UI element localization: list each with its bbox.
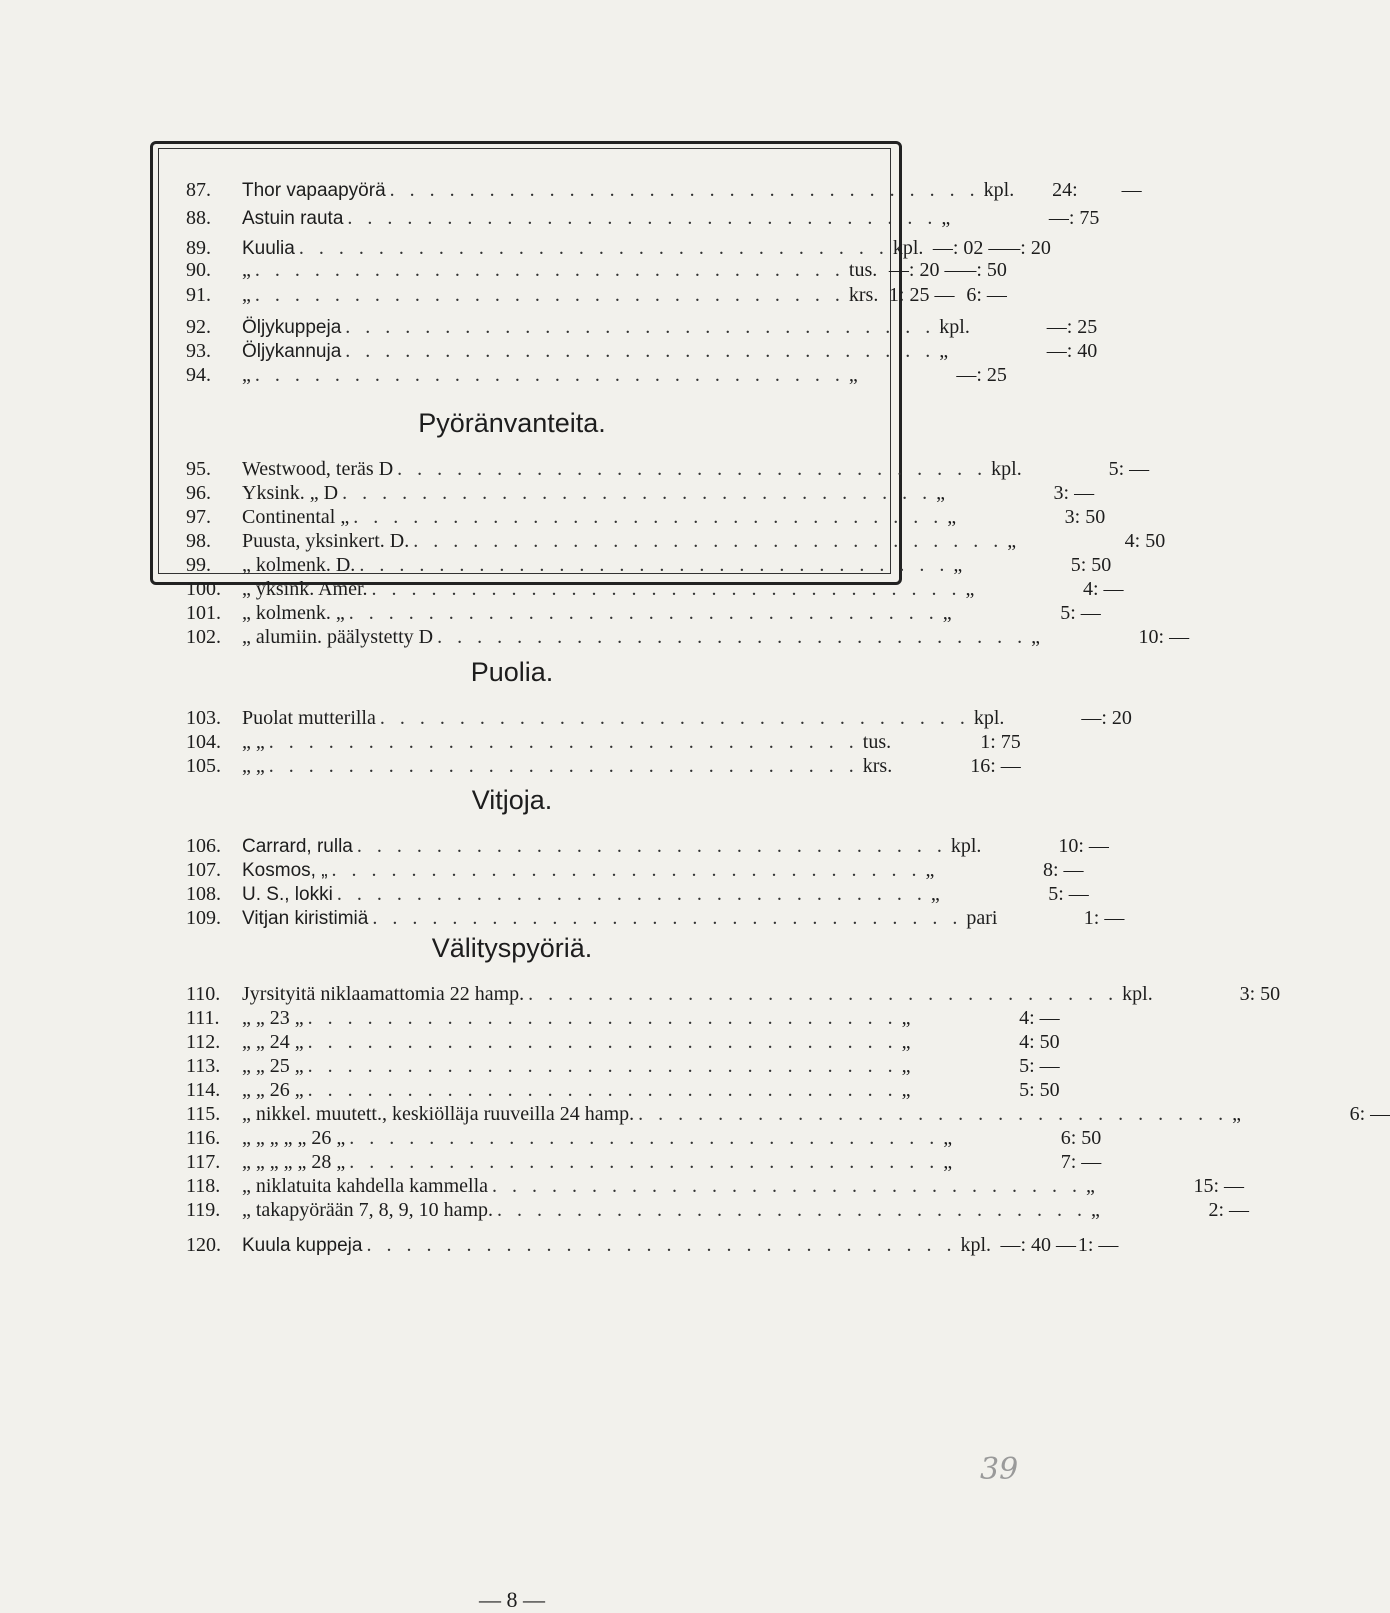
item-number: 92. <box>186 316 211 338</box>
price-column-2: 5: — <box>1019 1055 1060 1077</box>
price-column-2: —: 25 <box>1046 316 1098 338</box>
price-column-1: 1: 25 — <box>888 284 955 306</box>
item-unit: „ <box>848 364 858 386</box>
item-description: „ kolmenk. „ <box>242 602 345 624</box>
item-number: 112. <box>186 1031 221 1053</box>
item-number: 120. <box>186 1234 221 1256</box>
item-unit: „ <box>965 578 975 600</box>
list-item <box>186 882 1089 906</box>
item-unit: „ <box>901 1055 911 1077</box>
dot-leader: . . . . . . . . . . . . . . . . . . . . . . . . . . . . . . <box>345 340 936 362</box>
item-number: 111. <box>186 1007 220 1029</box>
list-item <box>186 1150 1102 1174</box>
price-column-2: 6: — <box>1349 1103 1390 1125</box>
dot-leader: . . . . . . . . . . . . . . . . . . . . . . . . . . . . . . <box>254 284 845 306</box>
price-column-1: —: 02 — <box>932 237 1009 259</box>
item-number: 87. <box>186 179 211 201</box>
item-unit: „ <box>1232 1103 1242 1125</box>
dot-leader: . . . . . . . . . . . . . . . . . . . . . . . . . . . . . . <box>389 179 980 201</box>
item-description: „ <box>242 259 251 281</box>
item-unit: „ <box>942 602 952 624</box>
item-description: „ niklatuita kahdella kammella <box>242 1175 489 1197</box>
price-column-2: —: 20 <box>1081 707 1132 729</box>
price-column-1: —: 20 — <box>888 259 965 281</box>
item-number: 90. <box>186 259 211 281</box>
price-column-2: 3: 50 <box>1064 506 1106 528</box>
dot-leader: . . . . . . . . . . . . . . . . . . . . . . . . . . . . . . <box>379 707 970 729</box>
item-description: „ <box>242 284 251 306</box>
item-description: Öljykuppeja <box>242 317 342 338</box>
item-number: 91. <box>186 284 211 306</box>
item-number: 110. <box>186 983 221 1005</box>
price-column-2: 15: — <box>1193 1175 1245 1197</box>
item-unit: „ <box>901 1031 911 1053</box>
item-number: 117. <box>186 1151 221 1173</box>
dot-leader: . . . . . . . . . . . . . . . . . . . . . . . . . . . . . . <box>356 835 947 857</box>
item-unit: kpl. <box>973 707 1005 729</box>
item-description: Thor vapaapyörä <box>242 180 386 201</box>
price-column-2: 4: 50 <box>1019 1031 1060 1053</box>
price-column-2: 3: — <box>1053 482 1095 504</box>
item-number: 88. <box>186 207 211 229</box>
item-description: Vitjan kiristimiä <box>242 908 369 929</box>
price-column-2: 5: — <box>1108 458 1150 480</box>
pencil-mark: 39 <box>980 1452 1019 1487</box>
item-description: U. S., lokki <box>242 884 333 905</box>
list-item <box>186 625 1190 649</box>
list-item <box>186 236 1051 260</box>
dot-leader: . . . . . . . . . . . . . . . . . . . . . . . . . . . . . . <box>497 1199 1088 1221</box>
dot-leader: . . . . . . . . . . . . . . . . . . . . . . . . . . . . . . <box>336 883 927 905</box>
item-number: 98. <box>186 530 211 552</box>
item-description: Westwood, teräs D <box>242 458 394 480</box>
item-description: „ „ <box>242 755 265 777</box>
dot-leader: . . . . . . . . . . . . . . . . . . . . . . . . . . . . . . <box>366 1234 957 1256</box>
list-item <box>186 481 1095 505</box>
list-item <box>186 529 1166 553</box>
list-item <box>186 577 1124 601</box>
item-number: 116. <box>186 1127 221 1149</box>
item-number: 115. <box>186 1103 221 1125</box>
item-number: 118. <box>186 1175 221 1197</box>
price-column-2: 1: — <box>1077 1234 1119 1256</box>
dot-leader: . . . . . . . . . . . . . . . . . . . . . . . . . . . . . . <box>307 1055 898 1077</box>
item-unit: „ <box>936 482 945 504</box>
dot-leader: . . . . . . . . . . . . . . . . . . . . . . . . . . . . . . <box>349 1151 940 1173</box>
list-item <box>186 706 1132 730</box>
item-unit: tus. <box>862 731 892 753</box>
dot-leader: . . . . . . . . . . . . . . . . . . . . . . . . . . . . . . <box>254 259 845 281</box>
dot-leader: . . . . . . . . . . . . . . . . . . . . . . . . . . . . . . <box>353 506 944 528</box>
item-unit: „ <box>901 1079 911 1101</box>
item-description: „ „ 25 „ <box>242 1055 304 1077</box>
item-description: Kuulia <box>242 238 295 259</box>
item-description: Astuin rauta <box>242 208 344 229</box>
list-item <box>186 363 1007 387</box>
list-item <box>186 1102 1390 1126</box>
list-item <box>186 1078 1060 1102</box>
dot-leader: . . . . . . . . . . . . . . . . . . . . . . . . . . . . . . <box>413 530 1004 552</box>
list-item <box>186 315 1098 339</box>
item-unit: „ <box>925 859 935 881</box>
section-heading: Välityspyöriä. <box>431 933 593 963</box>
price-column-2: 1: — <box>1083 907 1125 929</box>
dot-leader: . . . . . . . . . . . . . . . . . . . . . . . . . . . . . . <box>345 316 936 338</box>
list-item <box>186 339 1098 363</box>
list-item <box>186 982 1281 1006</box>
list-item <box>186 1054 1060 1078</box>
item-unit: „ <box>943 1151 953 1173</box>
price-column-2: 8: — <box>1042 859 1084 881</box>
price-column-2: —: 75 <box>1048 207 1100 229</box>
list-item <box>186 1198 1250 1222</box>
dot-leader: . . . . . . . . . . . . . . . . . . . . . . . . . . . . . . <box>268 731 859 753</box>
price-column-2: 4: — <box>1082 578 1124 600</box>
list-item <box>186 730 1021 754</box>
list-item <box>186 178 1142 202</box>
price-column-2: 5: — <box>1048 883 1089 905</box>
dot-leader: . . . . . . . . . . . . . . . . . . . . . . . . . . . . . . <box>638 1103 1229 1125</box>
item-number: 104. <box>186 731 221 753</box>
price-column-2: —: 50 <box>956 259 1007 281</box>
item-number: 100. <box>186 578 221 600</box>
dot-leader: . . . . . . . . . . . . . . . . . . . . . . . . . . . . . . <box>331 859 922 881</box>
dot-leader: . . . . . . . . . . . . . . . . . . . . . . . . . . . . . . <box>307 1007 898 1029</box>
dot-leader: . . . . . . . . . . . . . . . . . . . . . . . . . . . . . . <box>348 602 939 624</box>
price-column-1: —: 40 — <box>1000 1234 1076 1256</box>
item-unit: „ <box>939 340 949 362</box>
dot-leader: . . . . . . . . . . . . . . . . . . . . . . . . . . . . . . <box>359 554 950 576</box>
item-unit: „ <box>1091 1199 1100 1221</box>
dot-leader: . . . . . . . . . . . . . . . . . . . . . . . . . . . . . . <box>298 237 889 259</box>
item-unit: kpl. <box>939 316 970 338</box>
dot-leader: . . . . . . . . . . . . . . . . . . . . . . . . . . . . . . <box>349 1127 940 1149</box>
item-number: 93. <box>186 340 211 362</box>
item-description: „ „ 24 „ <box>242 1031 304 1053</box>
item-description: Kosmos, „ <box>242 860 328 881</box>
item-number: 94. <box>186 364 211 386</box>
price-column-2: 5: 50 <box>1070 554 1112 576</box>
item-number: 108. <box>186 883 221 905</box>
item-unit: pari <box>966 907 998 929</box>
list-item <box>186 1174 1245 1198</box>
list-item <box>186 1233 1119 1257</box>
item-number: 113. <box>186 1055 221 1077</box>
dot-leader: . . . . . . . . . . . . . . . . . . . . . . . . . . . . . . <box>397 458 988 480</box>
list-item <box>186 601 1101 625</box>
dot-leader: . . . . . . . . . . . . . . . . . . . . . . . . . . . . . . <box>254 364 845 386</box>
item-number: 96. <box>186 482 211 504</box>
item-unit: „ <box>1007 530 1017 552</box>
price-column-2: 16: — <box>970 755 1021 777</box>
item-number: 102. <box>186 626 221 648</box>
price-column-2: 6: — <box>966 284 1007 306</box>
item-number: 97. <box>186 506 211 528</box>
item-description: Puolat mutterilla <box>242 707 376 729</box>
list-item <box>186 858 1084 882</box>
price-column-2: 5: — <box>1060 602 1101 624</box>
price-column-2: 5: 50 <box>1019 1079 1060 1101</box>
item-number: 89. <box>186 237 211 259</box>
item-number: 107. <box>186 859 221 881</box>
item-unit: kpl. <box>1122 983 1153 1005</box>
item-description: „ yksink. Amer. <box>242 578 368 600</box>
dot-leader: . . . . . . . . . . . . . . . . . . . . . . . . . . . . . . <box>307 1079 898 1101</box>
dot-leader: . . . . . . . . . . . . . . . . . . . . . . . . . . . . . . <box>342 482 933 504</box>
item-unit: kpl. <box>950 835 982 857</box>
item-unit: „ <box>1086 1175 1095 1197</box>
price-column-2: — <box>1121 179 1142 201</box>
item-description: Carrard, rulla <box>242 836 353 857</box>
item-unit: „ <box>930 883 940 905</box>
item-number: 101. <box>186 602 221 624</box>
list-item <box>186 206 1100 230</box>
dot-leader: . . . . . . . . . . . . . . . . . . . . . . . . . . . . . . <box>347 207 938 229</box>
section-heading: Puolia. <box>470 657 554 687</box>
list-item <box>186 834 1109 858</box>
item-unit: „ <box>901 1007 911 1029</box>
list-item <box>186 505 1106 529</box>
item-number: 95. <box>186 458 211 480</box>
item-number: 106. <box>186 835 221 857</box>
item-unit: kpl. <box>892 237 924 259</box>
price-column-2: 4: — <box>1019 1007 1060 1029</box>
item-unit: „ <box>941 207 951 229</box>
list-item <box>186 906 1125 930</box>
item-unit: krs. <box>848 284 879 306</box>
list-item <box>186 553 1112 577</box>
price-column-2: —: 40 <box>1046 340 1098 362</box>
dot-leader: . . . . . . . . . . . . . . . . . . . . . . . . . . . . . . <box>268 755 859 777</box>
item-description: Yksink. „ D <box>242 482 339 504</box>
item-number: 103. <box>186 707 221 729</box>
item-number: 99. <box>186 554 211 576</box>
item-description: „ „ „ „ „ 26 „ <box>242 1127 346 1149</box>
item-description: Puusta, yksinkert. D. <box>242 530 410 552</box>
list-item <box>186 283 1007 307</box>
item-description: „ takapyörään 7, 8, 9, 10 hamp. <box>242 1199 494 1221</box>
item-description: Continental „ <box>242 506 350 528</box>
list-item <box>186 457 1150 481</box>
dot-leader: . . . . . . . . . . . . . . . . . . . . . . . . . . . . . . <box>372 907 963 929</box>
item-number: 114. <box>186 1079 221 1101</box>
item-unit: krs. <box>862 755 893 777</box>
dot-leader: . . . . . . . . . . . . . . . . . . . . . . . . . . . . . . <box>492 1175 1083 1197</box>
item-number: 119. <box>186 1199 221 1221</box>
item-unit: kpl. <box>991 458 1022 480</box>
price-column-2: —: 25 <box>956 364 1007 386</box>
item-description: „ alumiin. päälystetty D <box>242 626 434 648</box>
item-description: „ kolmenk. D. <box>242 554 356 576</box>
item-description: „ nikkel. muutett., keskiölläja ruuveilla 24 hamp. <box>242 1103 635 1125</box>
item-description: „ <box>242 364 251 386</box>
item-description: „ „ 23 „ <box>242 1007 304 1029</box>
item-number: 109. <box>186 907 221 929</box>
item-unit: „ <box>943 1127 953 1149</box>
price-column-2: 3: 50 <box>1239 983 1281 1005</box>
list-item <box>186 1006 1060 1030</box>
item-unit: kpl. <box>983 179 1015 201</box>
dot-leader: . . . . . . . . . . . . . . . . . . . . . . . . . . . . . . <box>528 983 1119 1005</box>
item-unit: tus. <box>848 259 878 281</box>
price-column-2: 7: — <box>1060 1151 1102 1173</box>
item-number: 105. <box>186 755 221 777</box>
dot-leader: . . . . . . . . . . . . . . . . . . . . . . . . . . . . . . <box>307 1031 898 1053</box>
list-item <box>186 1126 1102 1150</box>
list-item <box>186 754 1021 778</box>
list-item <box>186 258 1007 282</box>
price-column-2: 10: — <box>1058 835 1109 857</box>
item-description: „ „ <box>242 731 265 753</box>
item-description: „ „ „ „ „ 28 „ <box>242 1151 346 1173</box>
item-unit: „ <box>947 506 957 528</box>
dot-leader: . . . . . . . . . . . . . . . . . . . . . . . . . . . . . . <box>371 578 962 600</box>
price-column-2: 1: 75 <box>980 731 1021 753</box>
section-heading: Pyöränvanteita. <box>418 408 606 438</box>
page-number: — 8 — <box>479 1587 545 1612</box>
price-column-2: —: 20 <box>1000 237 1051 259</box>
item-unit: „ <box>953 554 963 576</box>
item-description: Öljykannuja <box>242 341 342 362</box>
price-column-1: 24: <box>1052 179 1078 201</box>
item-unit: kpl. <box>960 1234 991 1256</box>
price-column-2: 4: 50 <box>1124 530 1166 552</box>
list-item <box>186 1030 1060 1054</box>
price-column-2: 6: 50 <box>1060 1127 1102 1149</box>
item-unit: „ <box>1031 626 1040 648</box>
item-description: „ „ 26 „ <box>242 1079 304 1101</box>
price-column-2: 2: — <box>1208 1199 1250 1221</box>
item-description: Kuula kuppeja <box>242 1235 363 1256</box>
dot-leader: . . . . . . . . . . . . . . . . . . . . . . . . . . . . . . <box>437 626 1028 648</box>
price-column-2: 10: — <box>1138 626 1190 648</box>
item-description: Jyrsityitä niklaamattomia 22 hamp. <box>242 983 525 1005</box>
section-heading: Vitjoja. <box>471 785 553 815</box>
